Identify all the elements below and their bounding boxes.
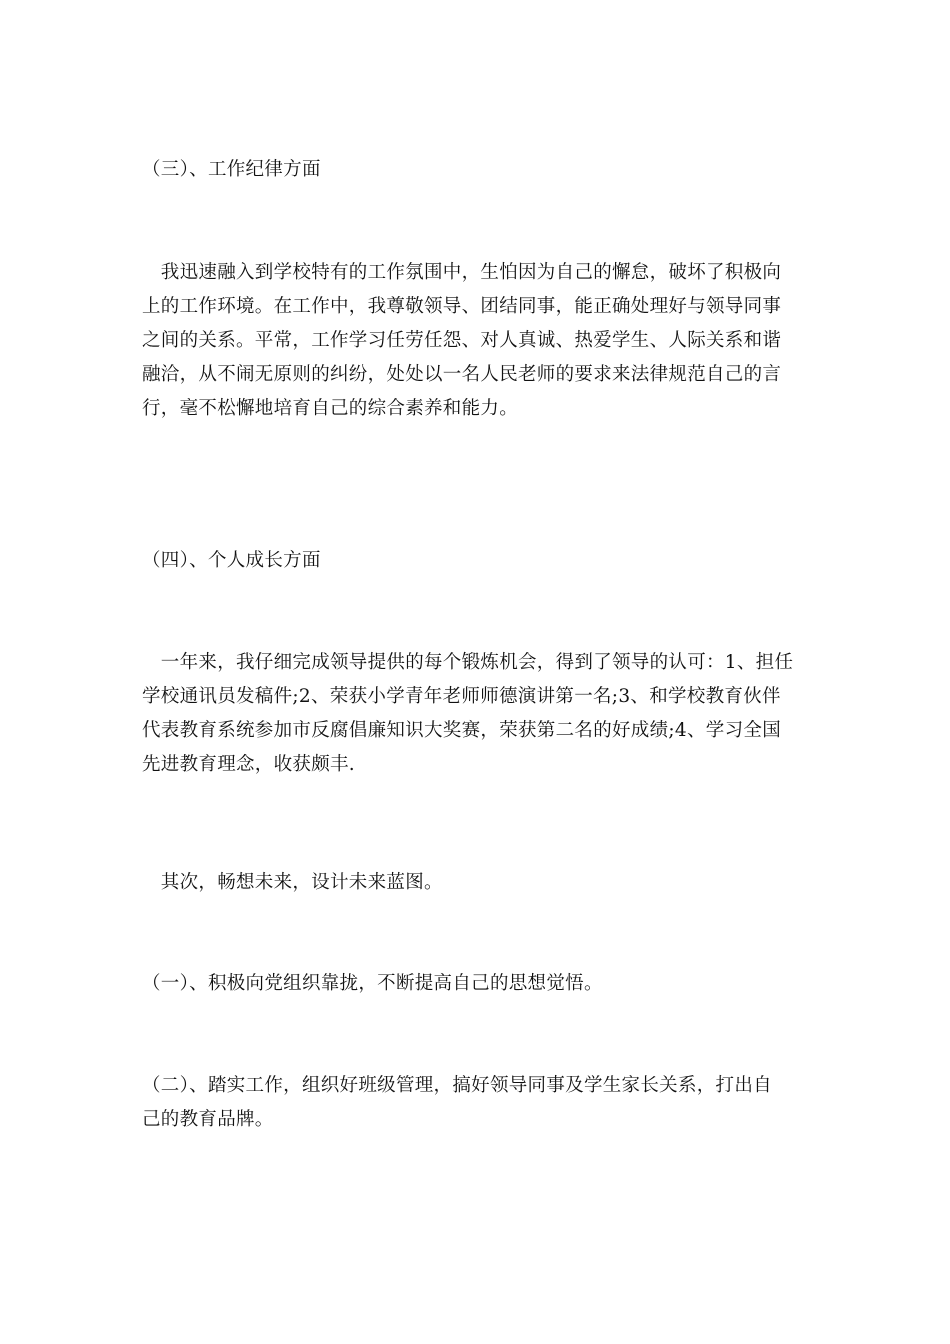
paragraph-line: 之间的关系。平常，工作学习任劳任怨、对人真诚、热爱学生、人际关系和谐 [142,330,782,351]
paragraph-line: 先进教育理念，收获颇丰. [142,754,355,775]
paragraph-line: 学校通讯员发稿件;2、荣获小学青年老师师德演讲第一名;3、和学校教育伙伴 [142,686,781,707]
section-heading-discipline: （三）、工作纪律方面 [142,159,321,180]
paragraph-line: 上的工作环境。在工作中，我尊敬领导、团结同事，能正确处理好与领导同事 [142,296,782,317]
paragraph-line: 己的教育品牌。 [142,1109,274,1130]
paragraph-next-steps: 其次，畅想未来，设计未来蓝图。 [142,872,443,893]
paragraph-line: （二）、踏实工作，组织好班级管理，搞好领导同事及学生家长关系，打出自 [142,1075,772,1096]
list-item-1: （一）、积极向党组织靠拢，不断提高自己的思想觉悟。 [142,973,603,994]
list-item-2 [142,1069,812,1137]
paragraph-line: 我迅速融入到学校特有的工作氛围中，生怕因为自己的懈怠，破坏了积极向 [142,262,782,283]
paragraph-line: 行，毫不松懈地培育自己的综合素养和能力。 [142,398,519,419]
section-heading-growth: （四）、个人成长方面 [142,550,321,571]
paragraph-discipline [142,256,812,426]
paragraph-growth [142,646,812,782]
paragraph-line: 融洽，从不闹无原则的纠纷，处处以一名人民老师的要求来法律规范自己的言 [142,364,782,385]
paragraph-line: 一年来，我仔细完成领导提供的每个锻炼机会，得到了领导的认可：1、担任 [142,652,794,673]
paragraph-line: 代表教育系统参加市反腐倡廉知识大奖赛，荣获第二名的好成绩;4、学习全国 [142,720,782,741]
